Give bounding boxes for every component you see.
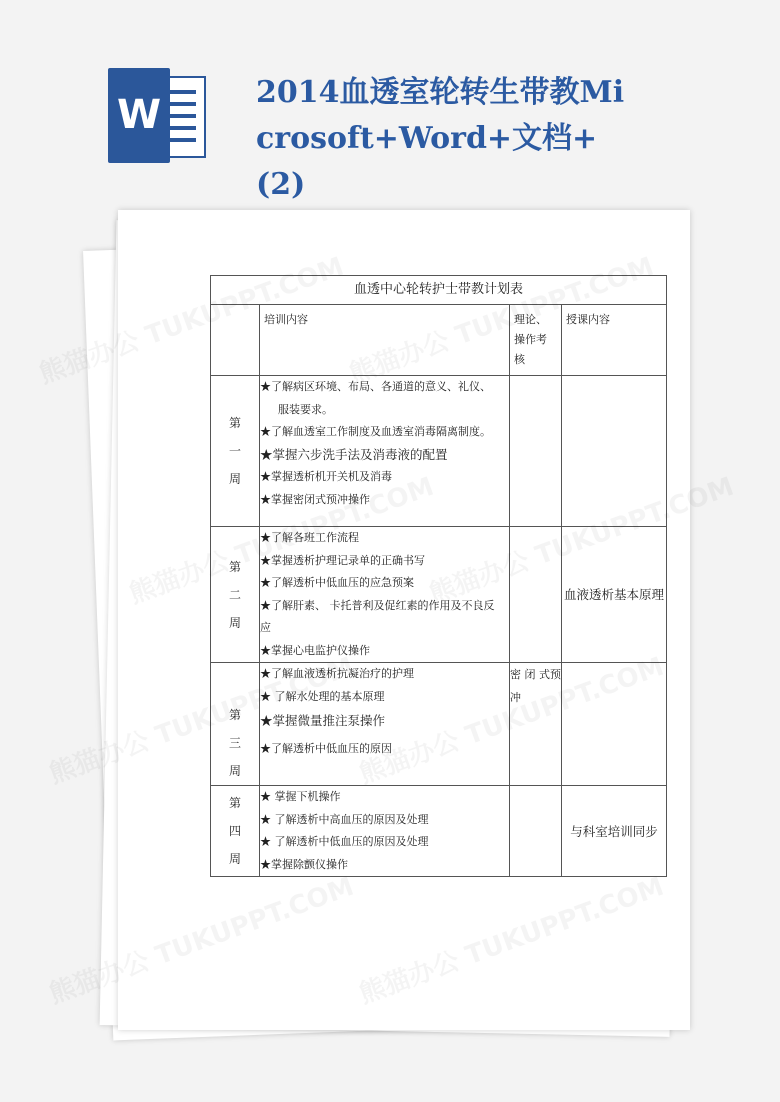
header-row xyxy=(211,305,667,376)
exam-cell xyxy=(510,376,562,527)
training-content-cell xyxy=(260,376,510,527)
list-item: ★了解肝素、 卡托普利及促红素的作用及不良反 xyxy=(260,598,495,612)
table-row xyxy=(211,786,667,877)
list-item: ★了解各班工作流程 xyxy=(260,531,359,544)
week-label: 第 一 周 xyxy=(211,376,260,527)
list-item: ★了解血液透析抗凝治疗的护理 xyxy=(260,667,414,680)
list-item: ★掌握透析机开关机及消毒 xyxy=(260,470,392,483)
list-item: ★掌握透析护理记录单的正确书写 xyxy=(260,553,425,567)
list-item: ★ 了解透析中高血压的原因及处理 xyxy=(260,812,429,826)
list-item: ★了解透析中低血压的原因 xyxy=(260,742,392,755)
list-item: ★掌握心电监护仪操作 xyxy=(260,643,370,657)
training-content-cell xyxy=(260,786,510,877)
list-item: 应 xyxy=(260,621,271,634)
training-content-cell xyxy=(260,663,510,786)
week-label: 第 三 周 xyxy=(211,663,260,786)
table-caption: 血透中心轮转护士带教计划表 xyxy=(211,276,667,305)
training-plan-table xyxy=(210,275,667,877)
list-item: ★了解血透室工作制度及血透室消毒隔离制度。 xyxy=(260,425,491,438)
list-item: ★ 了解透析中低血压的原因及处理 xyxy=(260,835,429,848)
training-content-cell xyxy=(260,527,510,663)
week-label: 第 二 周 xyxy=(211,527,260,663)
list-item: ★掌握六步洗手法及消毒液的配置 xyxy=(260,446,448,462)
exam-cell: 密 闭 式预冲 xyxy=(510,663,562,786)
list-item: ★掌握密闭式预冲操作 xyxy=(260,492,370,506)
exam-cell xyxy=(510,786,562,877)
word-file-icon xyxy=(108,68,208,163)
week-label: 第 四 周 xyxy=(211,786,260,877)
list-item: ★ 了解水处理的基本原理 xyxy=(260,689,385,703)
header-cell-exam: 理论、操作考核 xyxy=(510,305,562,376)
list-item: 服装要求。 xyxy=(278,402,333,416)
lecture-cell: 与科室培训同步 xyxy=(562,786,667,877)
exam-cell xyxy=(510,527,562,663)
list-item: ★了解透析中低血压的应急预案 xyxy=(260,576,414,589)
header-cell-content: 培训内容 xyxy=(260,305,510,376)
lecture-cell xyxy=(562,376,667,527)
list-item: ★了解病区环境、布局、各通道的意义、礼仪、 xyxy=(260,380,491,393)
lecture-cell xyxy=(562,663,667,786)
list-item: ★ 掌握下机操作 xyxy=(260,790,341,803)
header-cell-lecture: 授课内容 xyxy=(562,305,667,376)
lecture-cell: 血液透析基本原理 xyxy=(562,527,667,663)
table-row xyxy=(211,663,667,786)
list-item: ★掌握微量推注泵操作 xyxy=(260,713,386,728)
document-title: 2014血透室轮转生带教Microsoft+Word+文档+(2) xyxy=(256,75,625,202)
table-row xyxy=(211,376,667,527)
word-badge: W xyxy=(108,68,170,163)
header-cell-week xyxy=(211,305,260,376)
table-row xyxy=(211,527,667,663)
list-item: ★掌握除颤仪操作 xyxy=(260,857,348,871)
